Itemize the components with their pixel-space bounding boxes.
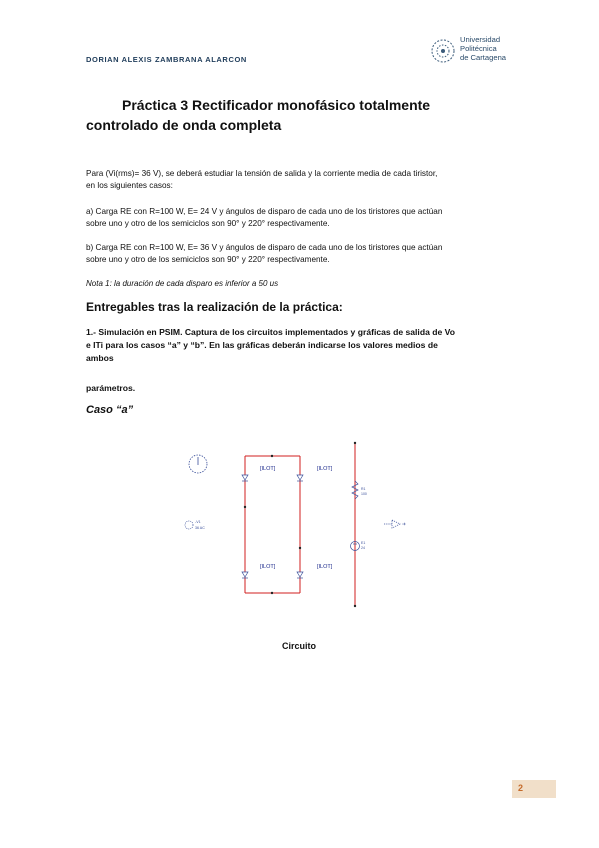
svg-text:36 AC: 36 AC xyxy=(195,526,205,530)
logo-line-3: de Cartagena xyxy=(460,53,507,62)
svg-text:E1: E1 xyxy=(361,541,366,545)
university-seal-icon xyxy=(430,38,456,64)
title-line-1: Práctica 3 Rectificador monofásico totalmente xyxy=(122,97,431,113)
header-author: DORIAN ALEXIS ZAMBRANA ALARCON xyxy=(86,55,247,64)
deliverable-paragraph xyxy=(86,326,526,365)
gating-block-icon xyxy=(185,520,205,530)
svg-text:R1: R1 xyxy=(361,487,366,491)
thyristor-icon xyxy=(242,475,303,578)
thyristor-label-4: [ILOT] xyxy=(317,564,333,570)
university-logo xyxy=(430,36,520,66)
resistor-icon xyxy=(352,481,367,499)
intro-paragraph xyxy=(86,168,526,192)
thyristor-label-1: [ILOT] xyxy=(260,466,276,472)
page-number-badge xyxy=(512,780,556,798)
case-b-line-2: sobre uno y otro de los semiciclos son 90° y 220° respectivamente. xyxy=(86,255,330,264)
case-a-paragraph xyxy=(86,206,526,230)
svg-text:-V1: -V1 xyxy=(195,520,201,524)
ac-source-icon xyxy=(189,455,207,473)
page-number: 2 xyxy=(518,783,524,793)
deliverables-heading: Entregables tras la realización de la práctica: xyxy=(86,300,343,314)
note-1: Nota 1: la duración de cada disparo es inferior a 50 us xyxy=(86,279,279,288)
thyristor-label-2: [ILOT] xyxy=(317,466,333,472)
case-b-paragraph xyxy=(86,242,526,266)
deliverable-line-3: ambos xyxy=(86,353,114,363)
svg-text:24: 24 xyxy=(361,546,365,550)
circuit-caption: Circuito xyxy=(282,641,317,651)
intro-line-1: Para (Vi(rms)= 36 V), se deberá estudiar la tensión de salida y la corriente media de cada tiristor, xyxy=(86,169,438,178)
case-a-line-2: sobre uno y otro de los semiciclos son 90° y 220° respectivamente. xyxy=(86,219,330,228)
case-b-line-1: b) Carga RE con R=100 W, E= 36 V y ángulos de disparo de cada uno de los tiristores que actúan xyxy=(86,243,443,252)
thyristor-label-3: [ILOT] xyxy=(260,564,276,570)
logo-line-2: Politécnica xyxy=(460,44,497,53)
deliverable-line-2: e ITi para los casos “a” y “b”. En las gráficas deberán indicarse los valores medios de xyxy=(86,340,438,350)
deliverable-line-1: 1.- Simulación en PSIM. Captura de los circuitos implementados y gráficas de salida de Vo xyxy=(86,327,455,337)
case-a-line-1: a) Carga RE con R=100 W, E= 24 V y ángulos de disparo de cada uno de los tiristores que actúan xyxy=(86,207,443,216)
svg-text:100: 100 xyxy=(361,492,367,496)
page-title xyxy=(86,95,430,135)
title-line-2: controlado de onda completa xyxy=(86,117,282,133)
caso-a-heading: Caso “a” xyxy=(86,404,134,416)
dc-source-icon xyxy=(351,541,366,551)
logo-line-1: Universidad xyxy=(460,35,501,44)
intro-line-2: en los siguientes casos: xyxy=(86,181,173,190)
deliverable-line-4: parámetros. xyxy=(86,383,136,393)
circuit-schematic xyxy=(180,438,420,608)
voltage-probe-icon xyxy=(384,520,405,528)
